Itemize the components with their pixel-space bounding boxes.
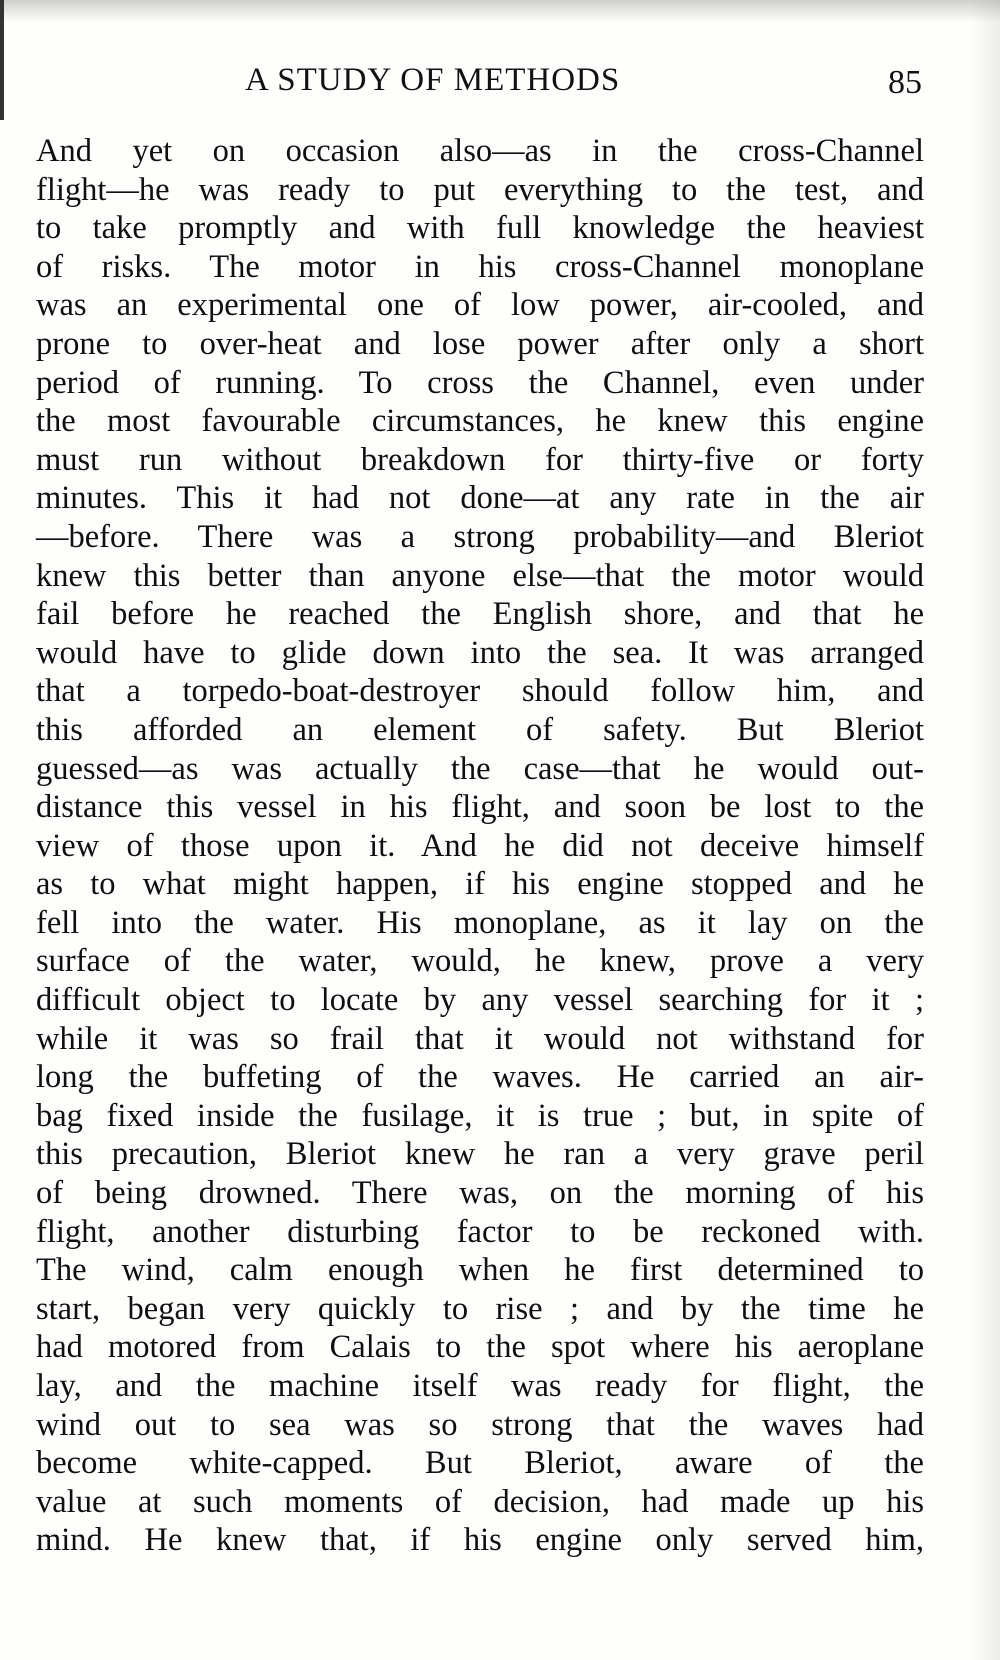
text-line: period of running. To cross the Channel, even under [36, 364, 924, 401]
page-number: 85 [888, 64, 922, 101]
scan-shadow-left [0, 0, 4, 120]
text-line: difficult object to locate by any vessel searching for it ; [36, 982, 924, 1019]
text-line: view of those upon it. And he did not deceive himself [36, 827, 924, 864]
text-line: guessed—as was actually the case—that he would out- [36, 750, 924, 787]
text-line: that a torpedo-boat-destroyer should follow him, and [36, 673, 924, 710]
text-line: this precaution, Bleriot knew he ran a very grave peril [36, 1136, 924, 1173]
text-line: value at such moments of decision, had made up his [36, 1483, 924, 1520]
text-line: while it was so frail that it would not withstand for [36, 1020, 924, 1057]
text-line: fell into the water. His monoplane, as it lay on the [36, 904, 924, 941]
text-line: fail before he reached the English shore, and that he [36, 596, 924, 633]
text-line: would have to glide down into the sea. It was arranged [36, 634, 924, 671]
text-line: lay, and the machine itself was ready for flight, the [36, 1368, 924, 1404]
text-line: of risks. The motor in his cross-Channel monoplane [36, 248, 924, 285]
text-line: distance this vessel in his flight, and soon be lost to the [36, 789, 924, 826]
text-line: bag fixed inside the fusilage, it is true ; but, in spite of [36, 1097, 924, 1134]
text-line: minutes. This it had not done—at any rate in the air [36, 480, 924, 517]
text-line: long the buffeting of the waves. He carried an air- [36, 1059, 924, 1096]
body-text [36, 132, 924, 1560]
text-line: this afforded an element of safety. But Bleriot [36, 711, 924, 748]
text-line: the most favourable circumstances, he knew this engine [36, 403, 924, 440]
text-line: mind. He knew that, if his engine only served him, [36, 1522, 924, 1559]
text-line: The wind, calm enough when he first determined to [36, 1252, 924, 1289]
scan-shadow-right [970, 0, 1000, 1660]
text-line: start, began very quickly to rise ; and by the time he [36, 1290, 924, 1327]
text-line: And yet on occasion also—as in the cross-Channel [36, 133, 924, 169]
text-line: flight—he was ready to put everything to the test, and [36, 171, 924, 208]
text-line: as to what might happen, if his engine stopped and he [36, 866, 924, 903]
running-title: A STUDY OF METHODS [245, 62, 621, 98]
text-line: must run without breakdown for thirty-five or forty [36, 441, 924, 478]
text-line: wind out to sea was so strong that the waves had [36, 1406, 924, 1443]
text-line: knew this better than anyone else—that the motor would [36, 557, 924, 594]
text-line: prone to over-heat and lose power after only a short [36, 325, 924, 362]
text-line: was an experimental one of low power, air-cooled, and [36, 287, 924, 324]
text-line: had motored from Calais to the spot where his aeroplane [36, 1329, 924, 1366]
text-line: —before. There was a strong probability—and Bleriot [36, 518, 924, 555]
text-line: surface of the water, would, he knew, prove a very [36, 943, 924, 980]
text-line: of being drowned. There was, on the morning of his [36, 1175, 924, 1212]
text-line: to take promptly and with full knowledge the heaviest [36, 210, 924, 247]
text-line: become white-capped. But Bleriot, aware of the [36, 1445, 924, 1482]
scan-shadow-top [0, 0, 1000, 22]
text-line: flight, another disturbing factor to be reckoned with. [36, 1213, 924, 1250]
page-header [40, 62, 940, 106]
